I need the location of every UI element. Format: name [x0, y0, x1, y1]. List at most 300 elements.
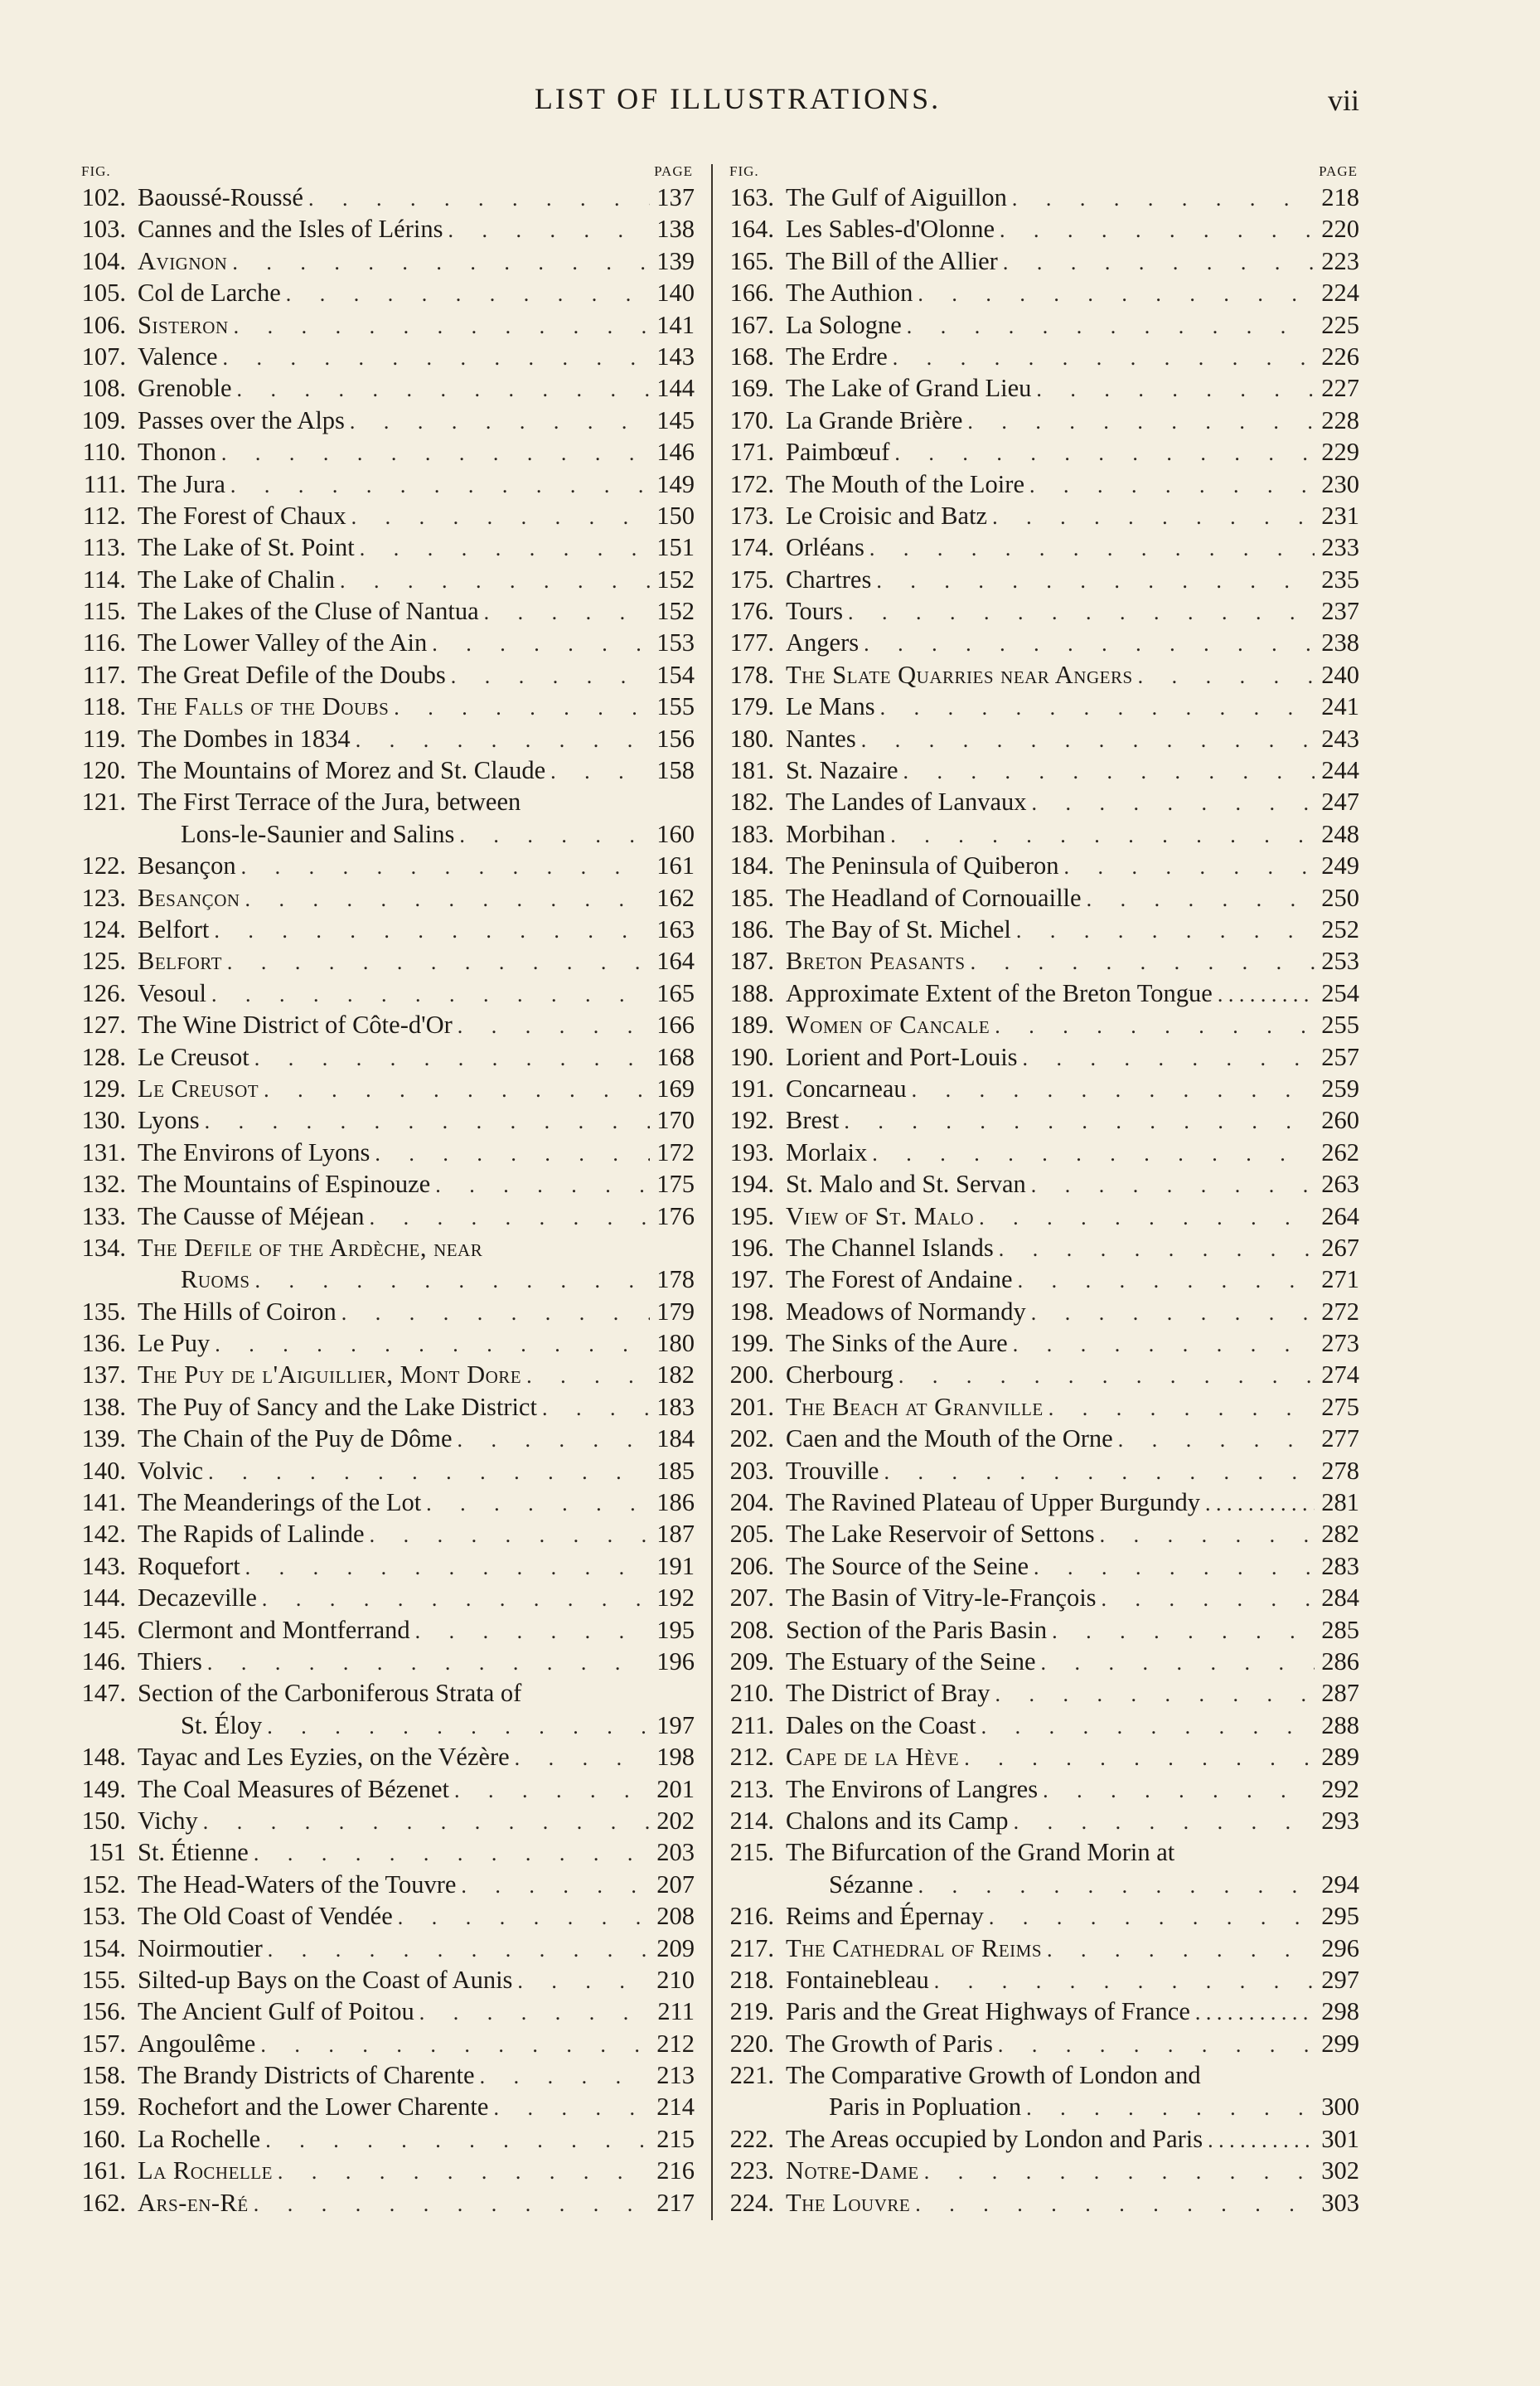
illustration-entry — [81, 341, 695, 372]
dot-leader — [929, 1966, 1315, 1997]
illustration-title: Notre-Dame — [786, 2156, 919, 2185]
dot-leader — [1095, 1520, 1315, 1551]
illustration-entry — [729, 659, 1359, 691]
dot-leader — [227, 247, 650, 279]
dot-leader — [907, 1074, 1315, 1106]
illustration-title: Rochefort and the Lower Charente — [138, 2093, 489, 2122]
dot-leader — [218, 342, 650, 374]
page-ref: 289 — [1321, 1743, 1359, 1772]
page-ref: 299 — [1321, 2029, 1359, 2058]
dot-leader — [1213, 979, 1315, 1011]
figure-number: 151 — [88, 1838, 126, 1867]
illustration-title: The Head-Waters of the Touvre — [138, 1870, 457, 1899]
illustration-entry — [81, 182, 695, 213]
figure-number: 132. — [81, 1170, 126, 1199]
page-ref: 302 — [1321, 2156, 1359, 2185]
page-ref: 278 — [1321, 1456, 1359, 1485]
illustration-title: The Chain of the Puy de Dôme — [138, 1424, 453, 1453]
dot-leader — [1190, 1997, 1315, 2029]
dot-leader — [902, 311, 1315, 342]
page-ref: 238 — [1321, 628, 1359, 657]
figure-number: 222. — [729, 2124, 774, 2153]
page-ref: 260 — [1321, 1106, 1359, 1135]
illustration-title: The Channel Islands — [786, 1233, 994, 1262]
page-ref: 228 — [1321, 405, 1359, 434]
figure-number: 103. — [81, 215, 126, 244]
dot-leader — [1007, 183, 1315, 215]
figure-number: 185. — [729, 883, 774, 912]
illustration-entry — [81, 977, 695, 1009]
dot-leader — [303, 183, 650, 215]
figure-number: 190. — [729, 1042, 774, 1071]
illustration-entry — [729, 1137, 1359, 1168]
figure-number: 164. — [729, 215, 774, 244]
page-ref: 240 — [1321, 660, 1359, 689]
dot-leader — [262, 1711, 650, 1743]
illustration-title: The Basin of Vitry-le-François — [786, 1583, 1097, 1612]
dot-leader — [222, 947, 650, 978]
figure-number: 117. — [82, 660, 126, 689]
page-ref: 168 — [656, 1042, 695, 1071]
illustration-entry — [81, 213, 695, 245]
illustration-title: The Source of the Seine — [786, 1551, 1029, 1580]
dot-leader — [1036, 1647, 1315, 1679]
illustration-title: Fontainebleau — [786, 1965, 929, 1994]
illustration-title: The Rapids of Lalinde — [138, 1520, 365, 1549]
page-ref: 139 — [656, 246, 695, 275]
page-ref: 244 — [1321, 756, 1359, 785]
dot-leader — [875, 692, 1315, 724]
page-ref: 152 — [656, 597, 695, 626]
dot-leader — [446, 661, 650, 692]
figure-number: 105. — [81, 279, 126, 308]
illustration-title: The Headland of Cornouaille — [786, 883, 1082, 912]
figure-number: 112. — [82, 501, 126, 530]
illustration-title: The Bifurcation of the Grand Morin at — [786, 1838, 1175, 1867]
figure-number: 142. — [81, 1520, 126, 1549]
illustration-entry — [81, 277, 695, 308]
page-ref: 292 — [1321, 1774, 1359, 1803]
illustration-title: The Mountains of Morez and St. Claude — [138, 756, 546, 785]
dot-leader — [1021, 2093, 1315, 2124]
illustration-entry — [81, 882, 695, 914]
illustration-title: Tours — [786, 597, 844, 626]
illustration-entry — [81, 1964, 695, 1996]
page-ref: 191 — [656, 1551, 695, 1580]
dot-leader — [410, 1616, 650, 1647]
dot-leader — [453, 1011, 650, 1042]
illustration-title: View of St. Malo — [786, 1201, 975, 1230]
figure-number: 204. — [729, 1488, 774, 1517]
illustration-title: Belfort — [138, 915, 210, 943]
illustration-title: Le Puy — [138, 1329, 211, 1358]
illustration-title: Ars-en-Ré — [138, 2188, 249, 2217]
page-ref: 144 — [656, 374, 695, 403]
figure-number: 119. — [82, 724, 126, 753]
page-ref: 288 — [1321, 1710, 1359, 1739]
figure-number: 133. — [81, 1201, 126, 1230]
illustration-title: St. Malo and St. Servan — [786, 1170, 1026, 1199]
illustration-title-continued: Sézanne — [829, 1870, 913, 1899]
page-ref: 145 — [656, 405, 695, 434]
illustration-entry — [81, 723, 695, 754]
illustration-entry — [81, 1614, 695, 1646]
illustration-title: The Cathedral of Reims — [786, 1933, 1043, 1962]
illustration-title: Paimbœuf — [786, 438, 890, 467]
dot-leader — [365, 1520, 650, 1551]
page-ref: 172 — [656, 1137, 695, 1166]
illustration-entry — [81, 2187, 695, 2219]
illustration-title: The Defile of the Ardèche, near — [138, 1233, 483, 1262]
illustration-title: Belfort — [138, 947, 222, 976]
dot-leader — [987, 502, 1315, 533]
page-ref: 283 — [1321, 1551, 1359, 1580]
page-ref: 247 — [1321, 788, 1359, 817]
dot-leader — [990, 1679, 1315, 1710]
dot-leader — [257, 1583, 650, 1615]
figure-number: 184. — [729, 851, 774, 880]
dot-leader — [962, 406, 1315, 438]
figure-number: 136. — [81, 1329, 126, 1358]
figure-number: 137. — [81, 1360, 126, 1389]
illustration-title: Women of Cancale — [786, 1011, 990, 1040]
dot-leader — [1038, 1775, 1315, 1806]
page-ref: 186 — [656, 1488, 695, 1517]
illustration-entry — [729, 1041, 1359, 1073]
dot-leader — [1097, 1583, 1315, 1615]
illustration-title: Lyons — [138, 1106, 200, 1135]
figure-number: 178. — [729, 660, 774, 689]
page-ref: 212 — [656, 2029, 695, 2058]
illustration-title-continued: Lons-le-Saunier and Salins — [181, 819, 455, 848]
illustration-entry — [729, 723, 1359, 754]
dot-leader — [250, 1265, 650, 1297]
illustration-title: Tayac and Les Eyzies, on the Vézère — [138, 1743, 510, 1772]
illustration-title: The Falls of the Doubs — [138, 692, 390, 721]
page-ref: 287 — [1321, 1679, 1359, 1708]
dot-leader — [454, 820, 650, 851]
dot-leader — [859, 628, 1315, 660]
illustration-entry — [81, 1836, 695, 1868]
dot-leader — [1008, 1329, 1315, 1360]
dot-leader — [430, 1170, 650, 1201]
page-ref: 285 — [1321, 1615, 1359, 1644]
left-entries — [81, 182, 695, 2219]
illustration-entry — [81, 754, 695, 786]
figure-number: 172. — [729, 469, 774, 498]
dot-leader — [974, 1202, 1315, 1234]
dot-leader — [273, 2156, 650, 2188]
dot-leader — [995, 215, 1315, 246]
figure-number: 104. — [81, 246, 126, 275]
illustration-title: The Wine District of Côte-d'Or — [138, 1011, 453, 1040]
figure-number: 203. — [729, 1456, 774, 1485]
illustration-entry — [729, 1455, 1359, 1486]
illustration-title: St. Nazaire — [786, 756, 898, 785]
illustration-title: The Growth of Paris — [786, 2029, 993, 2058]
illustration-entry — [81, 309, 695, 341]
figure-number: 123. — [81, 883, 126, 912]
illustration-entry — [729, 405, 1359, 436]
dot-leader — [993, 2030, 1315, 2061]
illustration-entry — [729, 372, 1359, 404]
illustration-title: The Sinks of the Aure — [786, 1329, 1008, 1358]
illustration-title: La Sologne — [786, 310, 902, 339]
illustration-title: The Ravined Plateau of Upper Burgundy — [786, 1488, 1201, 1517]
illustration-title: Caen and the Mouth of the Orne — [786, 1424, 1113, 1453]
page-header — [116, 81, 1359, 123]
figure-number: 192. — [729, 1106, 774, 1135]
illustration-title: Dales on the Coast — [786, 1710, 976, 1739]
illustration-entry — [81, 1137, 695, 1168]
page-ref: 182 — [656, 1360, 695, 1389]
dot-leader — [346, 502, 650, 533]
figure-number: 176. — [729, 597, 774, 626]
illustration-entry — [729, 1232, 1359, 1263]
illustration-title: Trouville — [786, 1456, 879, 1485]
figure-number: 206. — [729, 1551, 774, 1580]
dot-leader — [510, 1743, 650, 1774]
illustration-entry — [729, 818, 1359, 850]
illustration-title: Besançon — [138, 851, 236, 880]
page-ref: 255 — [1321, 1011, 1359, 1040]
illustration-entry — [729, 882, 1359, 914]
figure-number: 146. — [81, 1647, 126, 1676]
page-ref: 175 — [656, 1170, 695, 1199]
dot-leader — [449, 1775, 650, 1806]
illustration-title: The Forest of Chaux — [138, 501, 346, 530]
figure-number: 129. — [81, 1074, 126, 1103]
illustration-entry — [729, 691, 1359, 722]
illustration-entry — [729, 2059, 1359, 2123]
illustration-entry — [729, 1741, 1359, 1773]
right-entries — [729, 182, 1359, 2219]
illustration-entry — [729, 595, 1359, 627]
dot-leader — [545, 756, 650, 788]
illustration-entry — [81, 1677, 695, 1741]
illustration-title: Chartres — [786, 565, 872, 594]
illustration-title: Col de Larche — [138, 279, 281, 308]
dot-leader — [209, 915, 650, 947]
dot-leader — [225, 470, 650, 502]
page-ref: 196 — [656, 1647, 695, 1676]
illustration-title: Brest — [786, 1106, 840, 1135]
page-ref: 214 — [656, 2093, 695, 2122]
figure-number: 182. — [729, 788, 774, 817]
illustration-entry — [81, 500, 695, 531]
page-ref: 170 — [656, 1106, 695, 1135]
illustration-title: Breton Peasants — [786, 947, 966, 976]
illustration-entry — [729, 1646, 1359, 1677]
illustration-entry — [729, 1518, 1359, 1549]
illustration-title: Reims and Épernay — [786, 1902, 984, 1931]
dot-leader — [913, 1870, 1315, 1902]
illustration-title: The Ancient Gulf of Poitou — [138, 1997, 414, 2026]
illustration-entry — [729, 1200, 1359, 1232]
figure-number: 160. — [81, 2124, 126, 2153]
illustration-entry — [729, 2028, 1359, 2059]
dot-leader — [1200, 1488, 1315, 1520]
dot-leader — [856, 725, 1315, 756]
illustration-entry — [729, 1168, 1359, 1200]
page-heading: PAGE — [1319, 163, 1358, 179]
figure-number: 116. — [82, 628, 126, 657]
figure-number: 124. — [81, 915, 126, 943]
illustration-entry — [729, 1550, 1359, 1582]
illustration-entry — [81, 1646, 695, 1677]
page-ref: 223 — [1321, 246, 1359, 275]
page-ref: 197 — [656, 1710, 695, 1739]
page-ref: 220 — [1321, 215, 1359, 244]
illustration-title: Thiers — [138, 1647, 202, 1676]
figure-number: 158. — [81, 2061, 126, 2090]
figure-number: 126. — [81, 978, 126, 1007]
page-ref: 231 — [1321, 501, 1359, 530]
illustration-title: Sisteron — [138, 310, 229, 339]
illustration-entry — [81, 1232, 695, 1296]
figure-number: 141. — [81, 1488, 126, 1517]
page-ref: 281 — [1321, 1488, 1359, 1517]
page-ref: 252 — [1321, 914, 1359, 943]
illustration-title: La Grande Brière — [786, 405, 963, 434]
page-ref: 154 — [656, 660, 695, 689]
illustration-title: Les Sables-d'Olonne — [786, 215, 995, 244]
figure-number: 213. — [729, 1774, 774, 1803]
illustration-title: Avignon — [138, 246, 228, 275]
figure-number: 147. — [81, 1679, 126, 1708]
dot-leader — [990, 1011, 1315, 1042]
page-ref: 155 — [656, 692, 695, 721]
illustration-title: La Rochelle — [138, 2124, 261, 2153]
illustration-title: The Estuary of the Seine — [786, 1646, 1036, 1676]
illustration-entry — [81, 1455, 695, 1486]
illustration-title-continued: Ruoms — [181, 1265, 250, 1294]
illustration-entry — [729, 754, 1359, 786]
figure-number: 163. — [729, 183, 774, 211]
illustration-entry — [729, 2123, 1359, 2155]
page-ref: 259 — [1321, 1074, 1359, 1103]
dot-leader — [260, 2125, 650, 2156]
illustration-title: Volvic — [138, 1456, 204, 1485]
dot-leader — [198, 1806, 650, 1838]
illustration-title: The Jura — [138, 469, 225, 498]
illustration-title: Besançon — [138, 883, 240, 912]
dot-leader — [1013, 1265, 1315, 1297]
figure-number: 125. — [81, 947, 126, 976]
page-ref: 211 — [657, 1997, 695, 2026]
illustration-entry — [81, 1296, 695, 1327]
page-ref: 218 — [1321, 183, 1359, 211]
dot-leader — [202, 1647, 650, 1679]
dot-leader — [370, 1138, 650, 1170]
page-ref: 264 — [1321, 1201, 1359, 1230]
dot-leader — [910, 2189, 1315, 2220]
page-ref: 274 — [1321, 1360, 1359, 1389]
figure-number: 195. — [729, 1201, 774, 1230]
dot-leader — [1024, 470, 1315, 502]
page-ref: 209 — [656, 1933, 695, 1962]
illustration-title: Morbihan — [786, 819, 886, 848]
figure-number: 162. — [81, 2188, 126, 2217]
figure-number: 143. — [81, 1551, 126, 1580]
illustration-entry — [81, 1805, 695, 1836]
page-ref: 233 — [1321, 533, 1359, 562]
page-ref: 152 — [656, 565, 695, 594]
page-ref: 150 — [656, 501, 695, 530]
dot-leader — [229, 311, 650, 342]
dot-leader — [216, 438, 650, 469]
illustration-entry — [729, 1009, 1359, 1040]
dot-leader — [885, 820, 1315, 851]
dot-leader — [919, 2156, 1315, 2188]
illustration-title: The Puy of Sancy and the Lake District — [138, 1392, 537, 1421]
page-ref: 162 — [656, 883, 695, 912]
dot-leader — [206, 979, 650, 1011]
dot-leader — [1026, 1297, 1315, 1329]
figure-number: 135. — [81, 1297, 126, 1326]
illustration-title: Concarneau — [786, 1074, 907, 1103]
page-ref: 137 — [656, 183, 695, 211]
dot-leader — [240, 884, 650, 915]
illustration-title: The Slate Quarries near Angers — [786, 660, 1133, 689]
illustration-entry — [81, 850, 695, 881]
illustration-entry — [81, 1073, 695, 1104]
dot-leader — [959, 1743, 1315, 1774]
dot-leader — [335, 565, 650, 597]
illustration-entry — [729, 1773, 1359, 1805]
illustration-entry — [81, 945, 695, 977]
page-ref: 230 — [1321, 469, 1359, 498]
illustration-entry — [81, 1104, 695, 1136]
dot-leader — [1011, 915, 1315, 947]
figure-number: 219. — [729, 1997, 774, 2026]
illustration-title: The Peninsula of Quiberon — [786, 851, 1059, 880]
dot-leader — [984, 1902, 1315, 1933]
dot-leader — [879, 1457, 1315, 1488]
illustration-entry — [729, 2155, 1359, 2186]
page-ref: 282 — [1321, 1520, 1359, 1549]
page-ref: 275 — [1321, 1392, 1359, 1421]
figure-number: 155. — [81, 1965, 126, 1994]
page-ref: 138 — [656, 215, 695, 244]
illustration-title: Roquefort — [138, 1551, 240, 1580]
page-ref: 143 — [656, 342, 695, 371]
illustration-entry — [729, 213, 1359, 245]
illustration-title: The Coal Measures of Bézenet — [138, 1774, 450, 1803]
illustration-title: Silted-up Bays on the Coast of Aunis — [138, 1965, 513, 1994]
dot-leader — [521, 1360, 650, 1392]
dot-leader — [203, 1457, 650, 1488]
page-ref: 202 — [656, 1806, 695, 1835]
page-ref: 166 — [656, 1011, 695, 1040]
page-ref: 300 — [1321, 2093, 1359, 2122]
dot-leader — [994, 1234, 1315, 1265]
figure-number: 140. — [81, 1456, 126, 1485]
figure-number: 224. — [729, 2188, 774, 2217]
figure-number: 199. — [729, 1329, 774, 1358]
figure-number: 197. — [729, 1265, 774, 1294]
figure-number: 221. — [729, 2061, 774, 2090]
figure-number: 191. — [729, 1074, 774, 1103]
illustration-entry — [729, 1933, 1359, 1964]
dot-leader — [1031, 374, 1315, 405]
figure-number: 218. — [729, 1965, 774, 1994]
right-column-header — [729, 162, 1359, 182]
figure-number: 211. — [730, 1710, 774, 1739]
illustration-title: Lorient and Port-Louis — [786, 1042, 1018, 1071]
figure-number: 212. — [729, 1743, 774, 1772]
figure-number: 201. — [729, 1392, 774, 1421]
